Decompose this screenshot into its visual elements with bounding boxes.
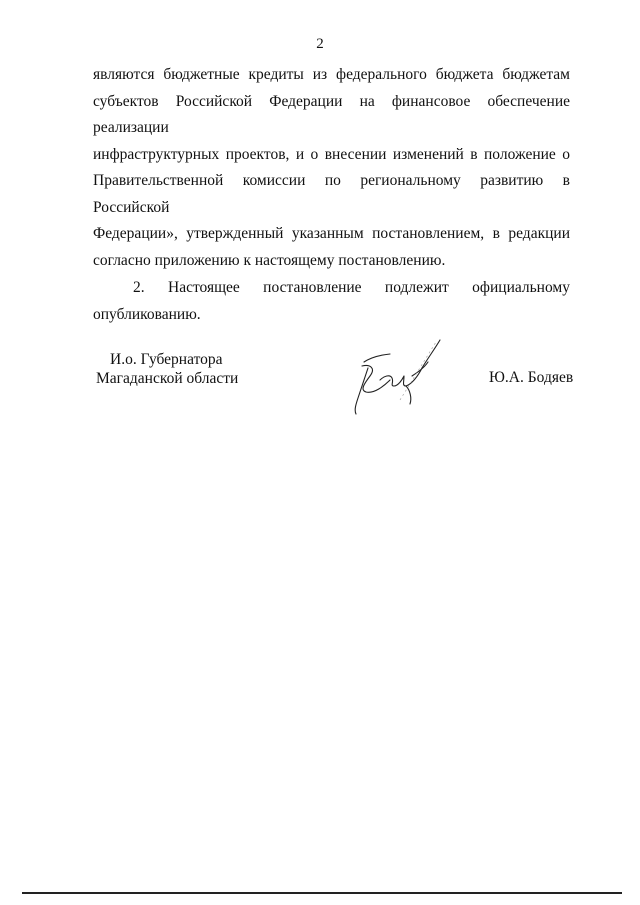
paragraph-line: опубликованию. <box>93 305 201 323</box>
paragraph-line: являются бюджетные кредиты из федерального бюджета бюджетам <box>93 66 570 83</box>
page-number: 2 <box>316 36 324 52</box>
paragraph-line: согласно приложению к настоящему постановлению. <box>93 251 446 269</box>
paragraph-line: Федерации», утвержденный указанным постановлением, в редакции <box>93 225 570 242</box>
handwritten-signature <box>340 328 460 428</box>
paragraph-line: 2. Настоящее постановление подлежит официальному <box>133 279 570 296</box>
paragraph-line: субъектов Российской Федерации на финансовое обеспечение реализации <box>93 92 570 136</box>
signatory-title-line: И.о. Губернатора <box>110 351 223 368</box>
signatory-title <box>96 350 256 388</box>
paragraph-line: Правительственной комиссии по региональному развитию в Российской <box>93 172 570 216</box>
signatory-name: Ю.А. Бодяев <box>489 369 574 386</box>
signatory-title-line: Магаданской области <box>96 370 239 387</box>
bottom-border-line <box>22 892 622 894</box>
document-body <box>93 62 570 328</box>
paragraph-line: инфраструктурных проектов, и о внесении изменений в положение о <box>93 145 570 163</box>
